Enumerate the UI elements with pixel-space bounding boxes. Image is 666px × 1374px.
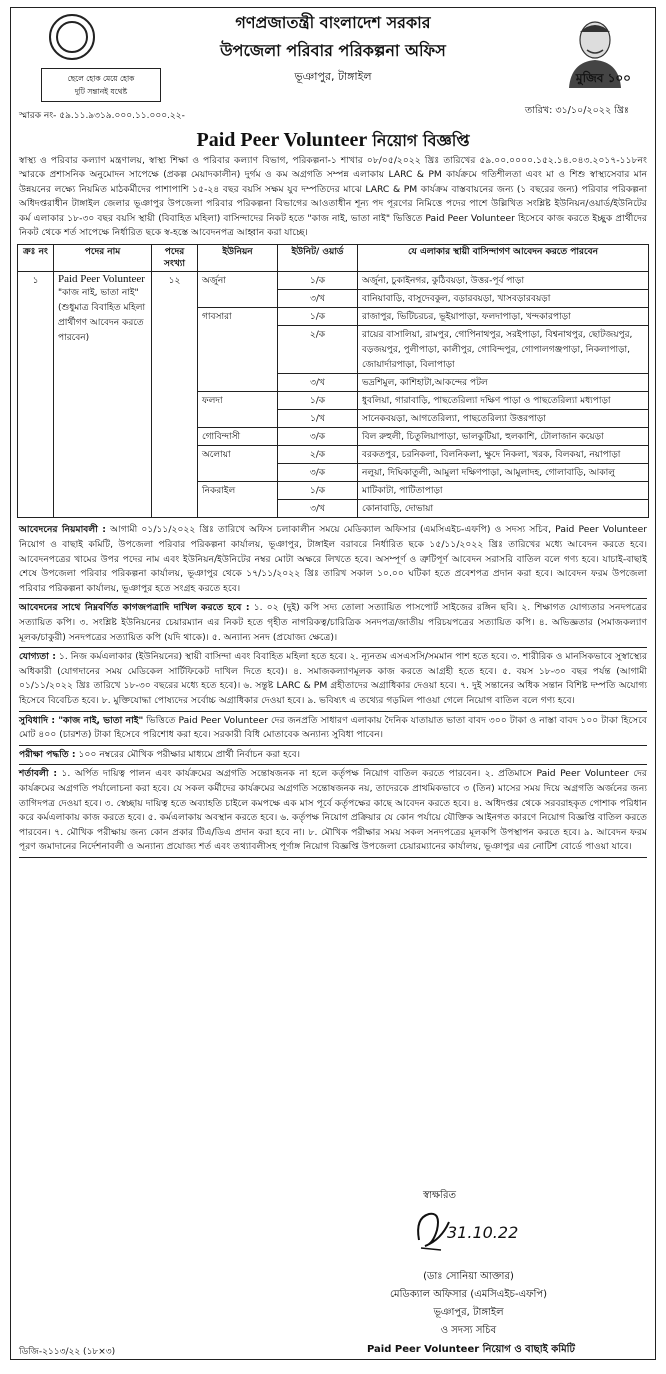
memo-number: স্মারক নং- ৫৯.১১.৯৩১৯.০০০.১১.০০০.২২-	[19, 111, 185, 121]
section-paragraph	[19, 712, 647, 746]
cell-unit: ২/ক	[278, 326, 358, 374]
intro-paragraph: স্বাস্থ্য ও পরিবার কল্যাণ মন্ত্রণালয়, স্বাস্থ্য শিক্ষা ও পরিবার কল্যাণ বিভাগ, পরিকল্পনা-১ শাখার ০৮/০৫/২০২২ খ্রিঃ তারিখের ৫৯.০০.০০০০.১৫২.১৪.০৪৩.২০১৭-১১৮নং স্মারকে প্রশাসনিক অনুমোদন সাপেক্ষে (প্রকল্প মেয়াদকালীন) দুর্গম ও কম অগ্রগতি সম্পন্ন এলাকায় LARC & PM কার্যক্রমে গতিশীলতা এবং মা ও শিশু স্বাস্থ্যসেবার মান উন্নয়নের লক্ষ্যে নিয়মিত মাঠকর্মীদের পাশাপাশি ১৫-২৪ বছর বয়সি সক্ষম যুব দম্পতিদের মাঝে LARC & PM কার্যক্রম বাস্তবায়নের জন্য (১ বছরের জন্য) পরিবার পরিকল্পনা অধিদপ্তরাধীন টাঙ্গাইল জেলার ভূঞাপুর উপজেলা পরিবার পরিকল্পনা বিভাগের আওতাধীন শূন্য পদ পূরণের নিমিত্তে পদের পাশে উল্লিখিত সংশ্লিষ্ট ইউনিয়ন/ওয়ার্ড/ইউনিটের কর্ম এলাকার ১৮-৩০ বছর বয়সি স্থায়ী (বিবাহিত মহিলা) বাসিন্দাদের নিকট হতে "কাজ নাই, ভাতা নাই" ভিত্তিতে Paid Peer Volunteer হিসেবে কাজ করতে ইচ্ছুক প্রার্থীদের নিকট থেকে শর্ত সাপেক্ষে নির্ধারিত ছকে স্ব-হস্তে আবেদনপত্র আহ্বান করা যাচ্ছে।	[19, 155, 647, 239]
cell-area: কোনাবাড়ি, দোভায়া	[358, 500, 649, 518]
signature-date-text: 31.10.22	[447, 1223, 519, 1242]
section-label: যোগ্যতা :	[19, 651, 56, 663]
cell-area: অর্জুনা, চুকাইনগর, কুঠিবয়ড়া, উত্তর-পূর্ব পাড়া	[358, 272, 649, 290]
header-unit: ইউনিট/ ওয়ার্ড	[278, 245, 358, 272]
section-text: ১. ০২ (দুই) কপি সদ্য তোলা সত্যায়িত পাসপোর্ট সাইজের রঙ্গিন ছবি। ২. শিক্ষাগত যোগ্যতার সনদপত্রের সত্যায়িত কপি। ৩. সংশ্লিষ্ট ইউনিয়নের চেয়ারম্যান এর নিকট হতে গৃহীত নাগরিকত্ব/চারিত্রিক সনদপত্র/জাতীয় পরিচয়পত্রের সত্যায়িত কপি। ৪. অভিজ্ঞতার (সমাজকল্যাণ মূলক/চাকুরী) সনদপত্রের সত্যায়িত কপি (যদি থাকে)। ৫. অন্যান্য সনদ (প্রযোজ্য ক্ষেত্রে)।	[19, 602, 647, 643]
cell-union: নিকরাইল	[198, 482, 278, 518]
header	[11, 8, 655, 128]
section-text: ১. নিজ কর্মএলাকার (ইউনিয়নের) স্থায়ী বাসিন্দা এবং বিবাহিত মহিলা হতে হবে। ২. ন্যূনতম এসএসসি/সমমান পাশ হতে হবে। ৩. শারীরিক ও মানসিকভাবে সুস্বাস্থ্যের অধিকারী (যোগদানের সময় মেডিকেল সার্টিফিকেট দাখিল দিতে হবে)। ৪. সমাজকল্যাণমূলক কাজ করতে আগ্রহী হতে হবে। ৫. বয়স ১৮-৩০ বছর পর্যন্ত (আগামী ০১/১১/২০২২ খ্রিঃ তারিখে ১৮-৩০ বছরের মধ্যে হতে হবে)। ৬. সন্তুষ্ট LARC & PM গ্রহীতাদের অগ্রাধিকার দেওয়া হবে। ৭. দুই সন্তানের অধিক সন্তান বিশিষ্ট দম্পতি অযোগ্য হিসেবে বিবেচিত হবে। ৮. মুক্তিযোদ্ধা পোষ্যদের সর্বোচ্চ অগ্রাধিকার দেওয়া হবে। ৯. ভবিষ্যৎ এ তথ্যের গড়মিল পাওয়া গেলে নিয়োগ বাতিল বলে গণ্য হবে।	[19, 651, 647, 706]
cell-unit: ৩/ক	[278, 428, 358, 446]
notice-page	[10, 7, 656, 1360]
signatory-role: ও সদস্য সচিব	[440, 1325, 497, 1336]
section-paragraph	[19, 746, 647, 766]
cell-area: নলুয়া, দিঘিকাতুলী, আমুলা দক্ষিণপাড়া, আমুলাদহ, গোলাবাড়ি, আকালু	[358, 464, 649, 482]
conditions-sections	[11, 521, 655, 857]
signature-block	[11, 1188, 655, 1358]
section-label: আবেদনের সাথে নিম্নবর্ণিত কাগজপত্রাদি দাখিল করতে হবে :	[19, 602, 250, 614]
cell-serial: ১	[18, 272, 54, 518]
header-area: যে এলাকার স্থায়ী বাসিন্দাগণ আবেদন করতে পারবেন	[358, 245, 649, 272]
section-label: সুবিধাদি : "কাজ নাই, ভাতা নাই"	[19, 714, 144, 726]
section-text: ১. অর্পিত দায়িত্ব পালন এবং কার্যক্রমের অগ্রগতি সন্তোষজনক না হলে কর্তৃপক্ষ নিয়োগ বাতিল করতে পারবেন। ২. প্রতিমাসে Paid Peer Volunteer দের কার্যক্রমের অগ্রগতি পর্যালোচনা করা হবে। যে সকল কর্মীদের কার্যক্রমের অগ্রগতি সন্তোষজনক নয়, তাদেরকে প্রাথমিকভাবে ৩ (তিন) মাসের সময় দিয়ে অগ্রগতি অর্জনের জন্য তাগিদপত্র দেওয়া হবে। ৩. স্বেচ্ছায় দায়িত্ব হতে অব্যাহতি চাইলে কমপক্ষে এক মাস পূর্বে কর্তৃপক্ষের কাছে আবেদন করতে হবে। ৪. অধিদপ্তর থেকে সরবরাহকৃত পোশাক পরিধান করে কর্মএলাকায় কাজ করতে হবে। ৫. কর্মএলাকায় অবস্থান করতে হবে। ৬. কর্তৃপক্ষ নিয়োগ প্রক্রিয়ার যে কোন পর্যায়ে যৌক্তিক আইনগত কারণে নিয়োগ বিজ্ঞপ্তি বাতিল করতে পারবেন। ৭. মৌখিক পরীক্ষায় জন্য কোন প্রকার টিএ/ডিএ প্রদান করা হবে না। ৮. মৌখিক পরীক্ষার সময় সকল সনদপত্রের মূলকপি উপস্থাপন করতে হবে। ৯. আবেদন ফরম পূরণ জমাদানের নির্দেশনাবলী ও অন্যান্য প্রযোজ্য শর্ত এবং তথ্যাবলীসহ পূর্ণাঙ্গ নিয়োগ বিজ্ঞপ্তি উপজেলা চেয়ারম্যানের কার্যালয়, ভূঞাপুর এর নোটিশ বোর্ডে পাওয়া যাবে।	[19, 768, 647, 853]
title-bangla: নিয়োগ বিজ্ঞপ্তি	[372, 131, 470, 150]
slogan-line-1: ছেলে হোক মেয়ে হোক	[67, 74, 135, 83]
section-paragraph	[19, 648, 647, 711]
government-title: গণপ্রজাতন্ত্রী বাংলাদেশ সরকার	[235, 13, 431, 32]
cell-area: বরকতপুর, চরনিকলা, বিলনিকলা, ক্ষুদে নিকলা, খরক, বিলকয়া, নয়াপাড়া	[358, 446, 649, 464]
notice-title	[11, 128, 655, 154]
section-paragraph	[19, 521, 647, 599]
section-text: ভিত্তিতে Paid Peer Volunteer দের জনপ্রতি সাধারণ এলাকায় দৈনিক যাতায়াত ভাতা বাবদ ৩০০ টাকা ও নাস্তা বাবদ ১০০ টাকা হিসেবে মোট ৪০০ (চারশত) টাকা হিসেবে পরিশোধ করা হবে। সরকারী বিধি মোতাবেক অন্যান্য সুবিধা পাবেন।	[19, 714, 648, 741]
section-label: পরীক্ষা পদ্ধতি :	[19, 748, 76, 760]
section-label: শর্তাবলী :	[19, 768, 57, 780]
cell-unit: ৩/খ	[278, 500, 358, 518]
signatory-name: (ডাঃ সোনিয়া আক্তার)	[423, 1271, 514, 1282]
post-note-text: "কাজ নাই, ভাতা নাই"(শুধুমাত্র বিবাহিত মহিলা প্রার্থীগণ আবেদন করতে পারবেন)	[58, 288, 146, 344]
signatory-place: ভূঞাপুর, টাঙ্গাইল	[433, 1307, 504, 1318]
section-paragraph	[19, 599, 647, 648]
cell-unit: ১/ক	[278, 392, 358, 410]
table-header-row	[18, 245, 649, 272]
title-english: Paid Peer Volunteer	[196, 129, 368, 151]
cell-area: মাটিকাটা, পাটিতাপাড়া	[358, 482, 649, 500]
cell-unit: ১/খ	[278, 410, 358, 428]
cell-area: রাজাপুর, ভিটিচরচর, ভূইয়াপাড়া, ফলদাপাড়া, খন্দকারপাড়া	[358, 308, 649, 326]
cell-unit: ৩/খ	[278, 290, 358, 308]
section-text: ১০০ নম্বরের মৌখিক পরীক্ষার মাধ্যমে প্রার্থী নির্বাচন করা হবে।	[78, 748, 300, 760]
section-label: আবেদনের নিয়মাবলী :	[19, 524, 106, 536]
notice-date: তারিখ: ৩১/১০/২০২২ খ্রিঃ	[525, 105, 629, 116]
cell-post-name	[54, 272, 152, 518]
cell-area: বানিয়াবাড়ি, বাসুদেবকুল, বড়ারবয়ড়া, খাসবড়ারবয়ড়া	[358, 290, 649, 308]
slogan-line-2: দুটি সন্তানই যথেষ্ট	[74, 87, 128, 96]
table-body	[18, 272, 649, 518]
vacancy-table	[17, 244, 649, 518]
section-paragraph	[19, 765, 647, 858]
cell-unit: ২/ক	[278, 446, 358, 464]
header-serial: ক্রঃ নং	[18, 245, 54, 272]
mujib-100-logo: মুজিব ১০০	[575, 71, 631, 85]
header-post-name: পদের নাম	[54, 245, 152, 272]
office-title: উপজেলা পরিবার পরিকল্পনা অফিস	[220, 41, 446, 60]
handwritten-signature	[411, 1200, 521, 1260]
cell-area: রায়ের বাসালিয়া, রামপুর, গোপিনাথপুর, সরইপাড়া, বিশ্বনাথপুর, ছোটজয়পুর, বড়জয়পুর, পুলীপাড়া, কালীপুর, গোবিন্দপুর, গোপালগঞ্জপাড়া, নিকলাপাড়া, জোয়ার্দারপাড়া, বিলাপাড়া	[358, 326, 649, 374]
cell-unit: ১/ক	[278, 482, 358, 500]
signatory-designation: মেডিক্যাল অফিসার (এমসিএইচ-এফপি)	[389, 1289, 548, 1300]
signed-label: স্বাক্ষরিত	[423, 1190, 456, 1201]
cell-union: ফলদা	[198, 392, 278, 428]
cell-area: ধুবলিয়া, গারাবাড়ি, পাছতেরিল্যা দক্ষিণ পাড়া ও পাছতেরিল্যা মধ্যপাড়া	[358, 392, 649, 410]
cell-unit: ১/ক	[278, 308, 358, 326]
cell-unit: ৩/ক	[278, 464, 358, 482]
cell-unit: ৩/খ	[278, 374, 358, 392]
post-name-text: Paid Peer Volunteer	[58, 273, 145, 286]
cell-union: অলোয়া	[198, 446, 278, 482]
cell-area: বিল রুহুলী, চিতুলিয়াপাড়া, ভালকুটিয়া, হুলকাশি, টোলাজান কয়েড়া	[358, 428, 649, 446]
cell-area: ভদ্রশিমুল, কাশিহাটা,আকন্দের পটল	[358, 374, 649, 392]
cell-union: গাবসারা	[198, 308, 278, 392]
header-union: ইউনিয়ন	[198, 245, 278, 272]
cell-union: অর্জুনা	[198, 272, 278, 308]
committee-name: Paid Peer Volunteer নিয়োগ ও বাছাই কমিটি	[366, 1344, 575, 1355]
cell-union: গোবিন্দাসী	[198, 428, 278, 446]
table-row	[18, 272, 649, 290]
dg-code: ডিজি-২১১৩/২২ (১৮×৩)	[19, 1347, 116, 1357]
cell-post-count: ১২	[152, 272, 198, 518]
signatory-details	[11, 1268, 656, 1340]
cell-area: সানেকবয়ড়া, আগতেরিল্যা, পাছতেরিল্যা উত্তরপাড়া	[358, 410, 649, 428]
header-post-count: পদের সংখ্যা	[152, 245, 198, 272]
section-text: আগামী ০১/১১/২০২২ খ্রিঃ তারিখে অফিস চলাকালীন সময়ে মেডিক্যাল অফিসার (এমসিএইচ-এফপি) ও সদস্য সচিব, Paid Peer Volunteer নিয়োগ ও বাছাই কমিটি, উপজেলা পরিবার পরিকল্পনা কার্যালয়, ভূঞাপুর, টাঙ্গাইল বরাবরে নির্ধারিত ছকে ১৫/১১/২০২২ খ্রিঃ তারিখের মধ্যে আবেদন করতে হবে। আবেদনপত্রের খামের উপর পদের নাম এবং ইউনিয়ন/ইউনিটের নম্বর মোটা অক্ষরে লিখতে হবে। অসম্পূর্ণ ও ত্রুটিপূর্ণ আবেদন সরাসরি বাতিল বলে গণ্য হবে। যাচাই-বাছাই শেষে উপজেলা পরিবার পরিকল্পনা কার্যালয়, ভূঞাপুর থেকে ১৭/১১/২০২২ খ্রিঃ তারিখ সকাল ১০.০০ ঘটিকা হতে প্রবেশপত্র প্রদান করা হবে। আবেদন ফরম উপজেলা পরিবার পরিকল্পনা কার্যালয়, ভূঞাপুর হতে সংগ্রহ করতে হবে।	[19, 524, 647, 594]
office-location: ভূঞাপুর, টাঙ্গাইল	[294, 70, 372, 83]
cell-unit: ১/ক	[278, 272, 358, 290]
